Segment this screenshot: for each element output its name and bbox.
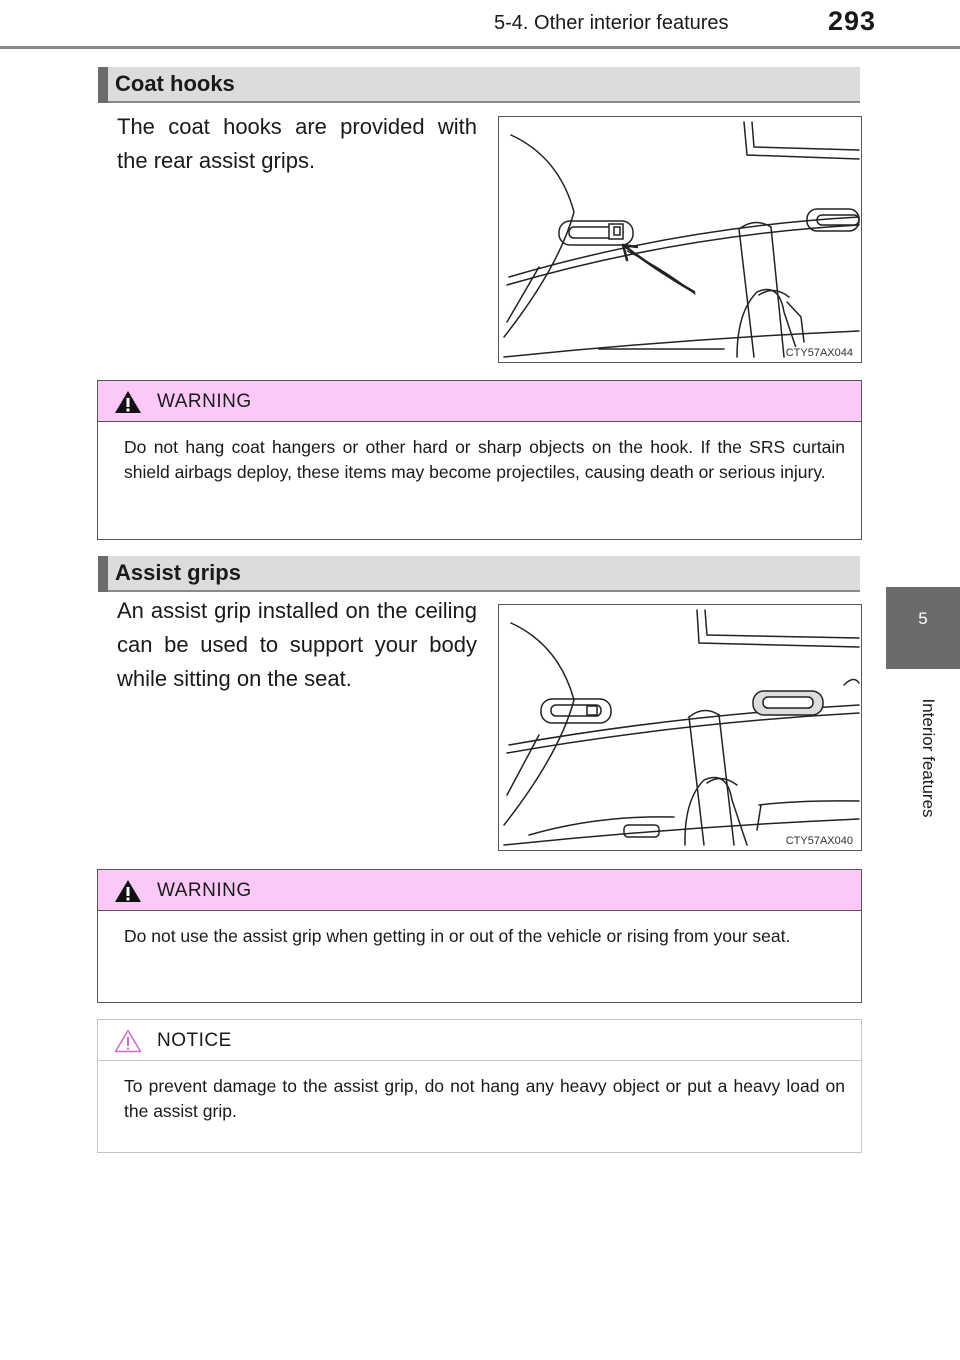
- section-accent: [98, 556, 108, 592]
- notice-label: NOTICE: [157, 1030, 232, 1051]
- page-number: 293: [828, 6, 877, 36]
- warning-icon: [114, 390, 142, 414]
- header-section-title: 5-4. Other interior features: [494, 12, 729, 34]
- warning-header: [98, 381, 861, 422]
- figure-code: CTY57AX044: [785, 347, 853, 359]
- assist-grip-illustration: [498, 604, 862, 851]
- chapter-tab[interactable]: [886, 587, 960, 669]
- notice-text: To prevent damage to the assist grip, do not hang any heavy object or put a heavy load on the assist grip.: [124, 1076, 845, 1121]
- coat-hooks-warning-box: [97, 380, 862, 540]
- section-title: Coat hooks: [115, 71, 235, 96]
- warning-text: Do not use the assist grip when getting in or out of the vehicle or rising from your seat.: [124, 926, 791, 946]
- warning-text: Do not hang coat hangers or other hard or sharp objects on the hook. If the SRS curtain shield airbags deploy, these items may become projectiles, causing death or serious injury.: [124, 437, 845, 482]
- assist-grips-description: An assist grip installed on the ceiling can be used to support your body while sitting on the seat.: [117, 598, 477, 691]
- assist-grips-warning-box: [97, 869, 862, 1003]
- warning-label: WARNING: [157, 391, 252, 412]
- chapter-label: Interior features: [919, 698, 938, 818]
- figure-code: CTY57AX040: [785, 835, 853, 847]
- coat-hooks-description: The coat hooks are provided with the rear assist grips.: [117, 114, 477, 173]
- section-heading-coat-hooks: [98, 67, 860, 103]
- coat-hook-illustration: [498, 116, 862, 363]
- section-title: Assist grips: [115, 560, 241, 585]
- notice-header: [98, 1020, 861, 1061]
- warning-icon: [114, 879, 142, 903]
- section-heading-assist-grips: [98, 556, 860, 592]
- warning-header: [98, 870, 861, 911]
- caution-icon: [114, 1029, 142, 1053]
- chapter-number: 5: [918, 609, 928, 628]
- assist-grips-notice-box: [97, 1019, 862, 1153]
- section-accent: [98, 67, 108, 103]
- warning-label: WARNING: [157, 880, 252, 901]
- header-divider: [0, 46, 960, 49]
